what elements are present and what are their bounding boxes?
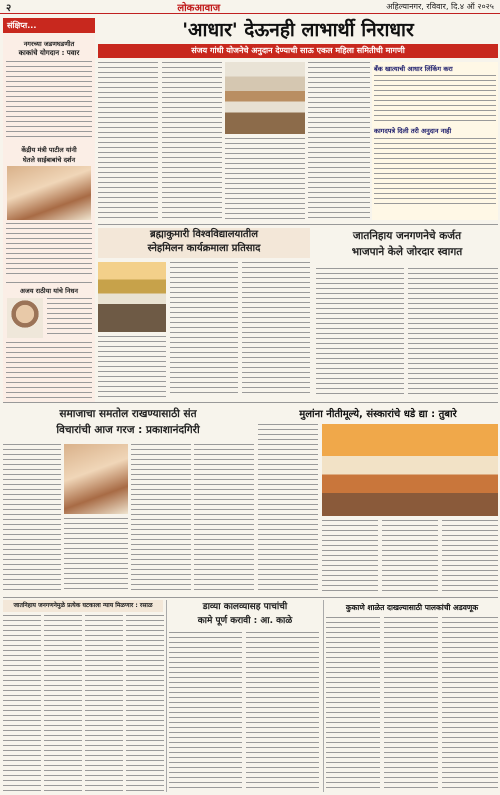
story2-photo [98, 262, 166, 332]
story3-col1 [316, 268, 404, 398]
story2-col2 [242, 262, 310, 397]
lead-headline: 'आधार' देऊनही लाभार्थी निराधार [182, 19, 414, 41]
story6-headline-box [3, 600, 163, 612]
story7-headline-box [169, 600, 321, 630]
story5-photo [322, 424, 498, 516]
sidebar-item3-body [47, 298, 92, 338]
story5-col1 [258, 424, 318, 594]
story5-headline: मुलांना नीतीमूल्ये, संस्कारांचे धडे द्या : तुबारे [299, 409, 457, 420]
lead-col1 [98, 62, 158, 220]
story2-col0 [98, 336, 166, 397]
story3-headline-line2: भाजपाने केले जोरदार स्वागत [351, 246, 463, 258]
sidebar-item1-subtitle: काकांचे योगदान : पवार [18, 49, 80, 57]
sidebar-item3-body2 [6, 342, 92, 400]
story6-col3 [85, 615, 123, 791]
story4-headline: समाजाचा समतोल राखण्यासाठी संत [59, 408, 197, 420]
story4-headline-box [3, 406, 253, 440]
story2-headline-line2: स्नेहमिलन कार्यक्रमाला प्रतिसाद [147, 243, 261, 254]
story3-headline: जातनिहाय जनगणनेचे कर्जत [352, 230, 462, 242]
sidebar-item2-body [6, 223, 92, 278]
story4-col4 [194, 444, 254, 592]
sidebar-item2-photo [7, 166, 91, 220]
story5-col3 [382, 520, 438, 594]
story8-col1 [326, 617, 380, 791]
story6-headline: जातनिहाय जनगणनेमुळे प्रत्येक घटकाला न्याय मिळणार : रसाळ [13, 602, 153, 609]
newspaper-logo: लोकआवाज [177, 2, 221, 14]
story4-headline-line2: विचारांची आज गरज : प्रकाशानंदगिरी [56, 424, 200, 436]
story7-col1 [169, 632, 242, 791]
lead-col3 [225, 138, 305, 220]
sidebar-header: संक्षिप्त... [3, 18, 95, 33]
sidebar [3, 18, 95, 403]
sidebar-item2-title: केंद्रीय मंत्री पाटील यांनी [21, 146, 77, 154]
lead-col2 [162, 62, 222, 220]
side-box-title: बँक खात्याची आधार लिंकिंग करा [374, 65, 453, 73]
story8-headline: कुकाणे शाळेत दाखल्यासाठी पालकांची अडवणूक [345, 603, 479, 612]
lead-photo [225, 62, 305, 134]
sidebar-item2-subtitle: घेतले साईबाबांचे दर्शन [22, 156, 76, 164]
issue-info: अहिल्यानगर, रविवार, दि.४ ऑ २०२५ [386, 2, 494, 11]
story8-col3 [442, 617, 498, 791]
story7-col2 [246, 632, 319, 791]
story5-col2 [322, 520, 378, 594]
side-box-title2: कागदपत्रे दिली तरी अनुदान नाही [374, 127, 452, 135]
story3-col2 [408, 268, 498, 398]
story6-col1 [3, 615, 41, 791]
story2-headline: ब्रह्माकुमारी विश्वविद्यालयातील [150, 229, 258, 240]
story5-col4 [442, 520, 498, 594]
side-box-text2 [374, 138, 496, 208]
sidebar-item1-body [6, 61, 92, 133]
story7-headline-line2: कामे पूर्ण करावी : आ. काळे [197, 616, 293, 626]
story4-col3 [131, 444, 191, 592]
sidebar-item3-title: अजय राठीया यांचे निधन [19, 287, 79, 295]
story4-col2 [64, 518, 128, 592]
story4-photo [64, 444, 128, 514]
sidebar-item3-photo [7, 298, 43, 338]
side-box-text [374, 75, 496, 123]
story8-col2 [384, 617, 438, 791]
story2-col1 [170, 262, 238, 397]
story7-headline: डाव्या कालव्यासह पाचांची [202, 602, 288, 612]
masthead [0, 0, 500, 14]
story6-col2 [44, 615, 82, 791]
story3-headline-box [316, 228, 498, 264]
sidebar-item1-title: नगरच्या जडणघडणीत [23, 40, 75, 48]
story4-col1 [3, 444, 61, 592]
lead-side-box [372, 62, 498, 220]
story6-col4 [126, 615, 164, 791]
lead-col4 [308, 62, 370, 220]
story2-headline-box [98, 228, 310, 258]
lead-subheadline: संजय गांधी योजनेचे अनुदान देण्याची साऊ एकल महिला समितीची मागणी [98, 44, 498, 58]
page-number: २ [6, 2, 12, 14]
